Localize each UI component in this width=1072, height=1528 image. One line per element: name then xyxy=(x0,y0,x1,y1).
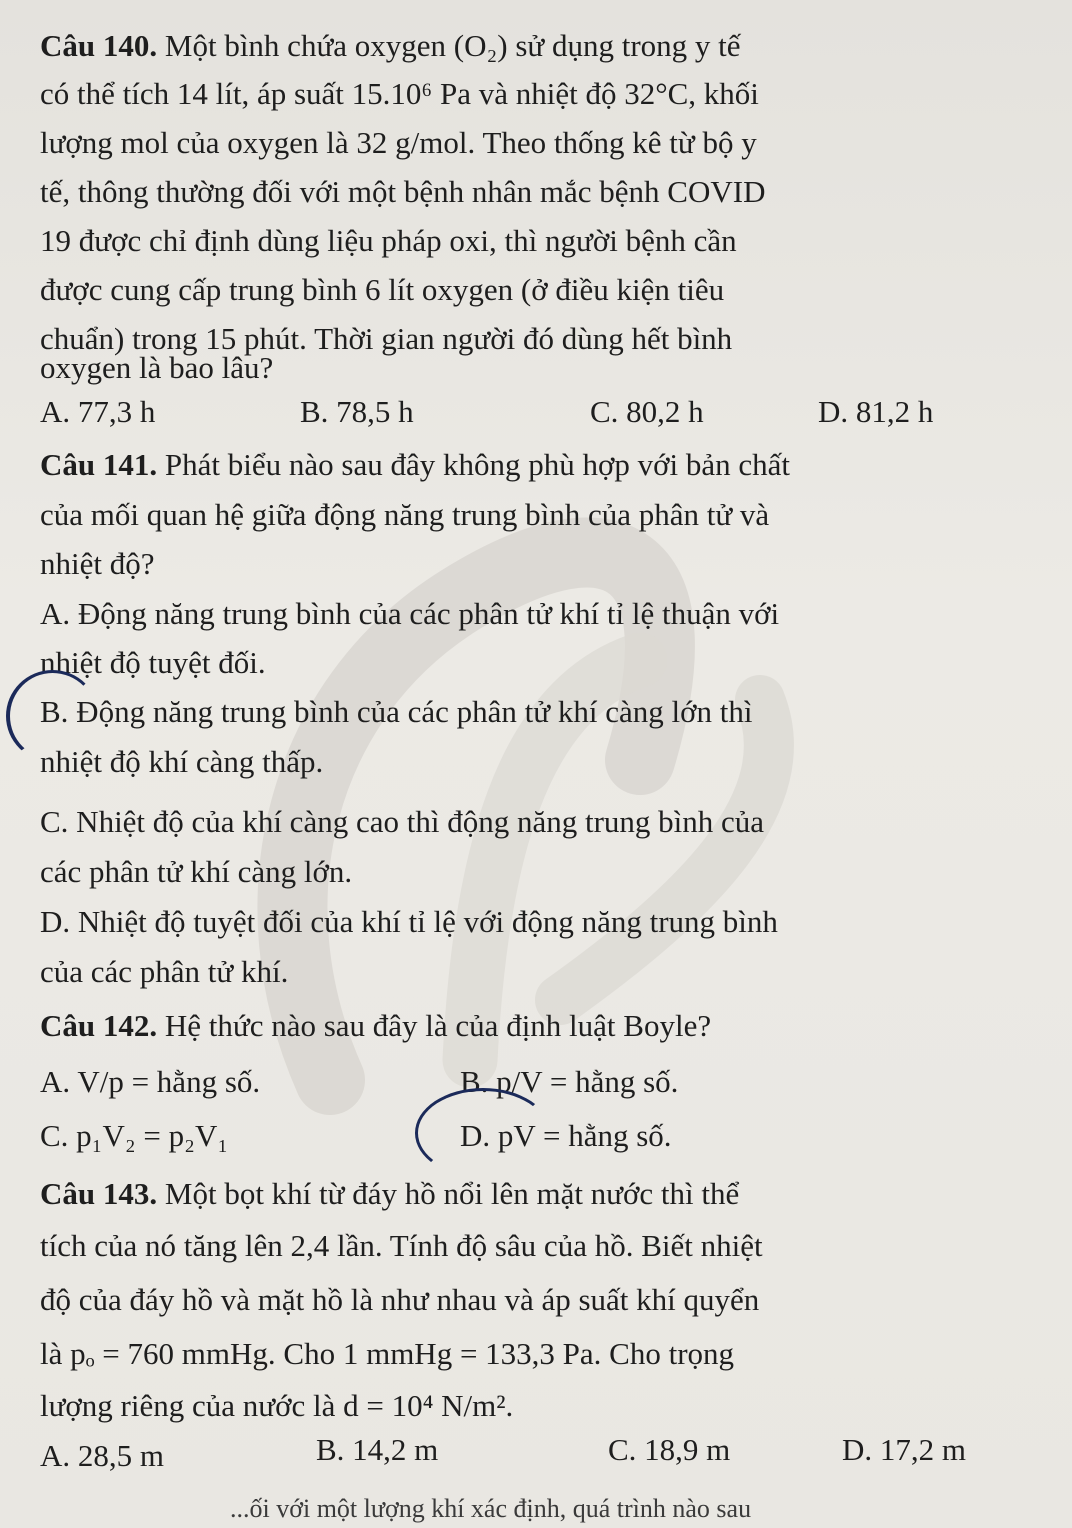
q140-line-3: lượng mol của oxygen là 32 g/mol. Theo thống kê từ bộ y xyxy=(40,125,757,160)
q141-title: Câu 141. xyxy=(40,447,158,482)
q140-line-4: tế, thông thường đối với một bệnh nhân mắc bệnh COVID xyxy=(40,174,766,209)
q141-option-b: B. Động năng trung bình của các phân tử khí càng lớn thì xyxy=(40,694,753,729)
q143-line-3: độ của đáy hồ và mặt hồ là như nhau và áp suất khí quyển xyxy=(40,1282,760,1317)
q142-title: Câu 142. xyxy=(40,1008,158,1043)
q142-option-c: C. p₁V₂ = p₂V₁ xyxy=(40,1118,229,1153)
q142-option-a: A. V/p = hằng số. xyxy=(40,1064,261,1099)
q140-line-7: chuẩn) trong 15 phút. Thời gian người đó dùng hết bình xyxy=(40,321,733,356)
q143-title: Câu 143. xyxy=(40,1176,158,1211)
q142-text: Hệ thức nào sau đây là của định luật Boyle? xyxy=(157,1008,712,1043)
q142-line-1 xyxy=(40,1010,711,1041)
q141-option-c: C. Nhiệt độ của khí càng cao thì động năng trung bình của xyxy=(40,804,765,839)
q140-line-5: 19 được chỉ định dùng liệu pháp oxi, thì người bệnh cần xyxy=(40,223,737,258)
q143-option-b: B. 14,2 m xyxy=(316,1432,439,1467)
q141-line-1 xyxy=(40,449,790,480)
q141-option-a: A. Động năng trung bình của các phân tử khí tỉ lệ thuận với xyxy=(40,596,780,631)
q140-title: Câu 140. xyxy=(40,28,158,63)
q141-option-c-cont: các phân tử khí càng lớn. xyxy=(40,854,353,889)
q140-text: Một bình chứa oxygen (O₂) sử dụng trong y tế xyxy=(157,28,741,63)
q141-option-a-cont: nhiệt độ tuyệt đối. xyxy=(40,645,266,680)
q140-line-6: được cung cấp trung bình 6 lít oxygen (ở điều kiện tiêu xyxy=(40,272,725,307)
q143-line-4: là pₒ = 760 mmHg. Cho 1 mmHg = 133,3 Pa. Cho trọng xyxy=(40,1336,735,1371)
q143-line-1 xyxy=(40,1178,739,1209)
q143-line-2: tích của nó tăng lên 2,4 lần. Tính độ sâu của hồ. Biết nhiệt xyxy=(40,1228,763,1263)
q141-option-d-cont: của các phân tử khí. xyxy=(40,954,289,989)
q140-option-b: B. 78,5 h xyxy=(300,394,414,429)
q143-option-d: D. 17,2 m xyxy=(842,1432,966,1467)
q140-option-c: C. 80,2 h xyxy=(590,394,704,429)
q140-line-8: oxygen là bao lâu? xyxy=(40,350,274,385)
q142-option-b: B. p/V = hằng số. xyxy=(460,1064,679,1099)
q140-option-a: A. 77,3 h xyxy=(40,394,156,429)
q142-option-d: D. pV = hằng số. xyxy=(460,1118,672,1153)
q141-option-d: D. Nhiệt độ tuyệt đối của khí tỉ lệ với động năng trung bình xyxy=(40,904,778,939)
q141-text: Phát biểu nào sau đây không phù hợp với bản chất xyxy=(157,447,791,482)
q141-option-b-cont: nhiệt độ khí càng thấp. xyxy=(40,744,324,779)
q140-line-2: có thể tích 14 lít, áp suất 15.10⁶ Pa và nhiệt độ 32°C, khối xyxy=(40,76,759,111)
cutoff-next-question: ...ối với một lượng khí xác định, quá trình nào sau xyxy=(230,1494,752,1523)
q143-option-c: C. 18,9 m xyxy=(608,1432,731,1467)
q143-option-a: A. 28,5 m xyxy=(40,1438,164,1473)
q141-line-3: nhiệt độ? xyxy=(40,546,155,581)
q143-line-5: lượng riêng của nước là d = 10⁴ N/m². xyxy=(40,1388,514,1423)
q141-line-2: của mối quan hệ giữa động năng trung bình của phân tử và xyxy=(40,497,770,532)
q143-text: Một bọt khí từ đáy hồ nổi lên mặt nước thì thể xyxy=(157,1176,740,1211)
q140-line-1 xyxy=(40,30,741,61)
q140-option-d: D. 81,2 h xyxy=(818,394,934,429)
